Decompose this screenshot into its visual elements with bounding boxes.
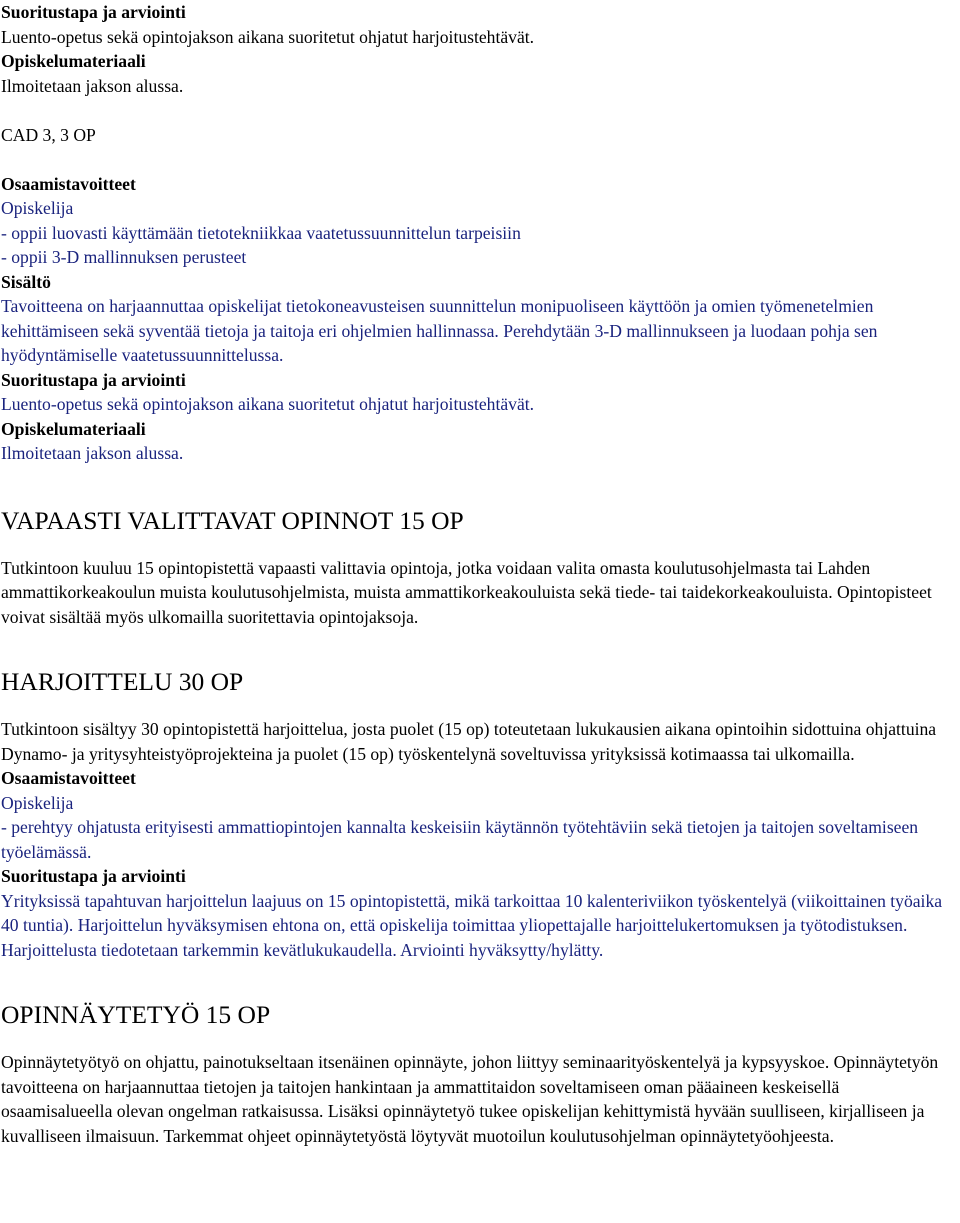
suoritustapa-text: Luento-opetus sekä opintojakson aikana suoritetut ohjatut harjoitustehtävät.	[1, 26, 535, 47]
section-title-opinnaytetyo: OPINNÄYTETYÖ 15 OP	[1, 1000, 271, 1029]
heading-osaamistavoitteet: Osaamistavoitteet	[1, 173, 136, 194]
harjoittelu-text: Tutkintoon sisältyy 30 opintopistettä harjoittelua, josta puolet (15 op) toteutetaan lukukausien aikana opintoihin sidottuina ohjattuina Dynamo- ja yritysyhteistyöprojekteina ja puolet (15 op) työskentelynä soveltuvissa yrityksissä kotimaassa tai ulkomailla.	[1, 719, 937, 764]
sisalto-text: Tavoitteena on harjaannuttaa opiskelijat tietokoneavusteisen suunnittelun monipuoliseen käyttöön ja omien työmenetelmien kehittämiseen sekä syventää tietoja ja taitoja eri ohjelmien hallinnassa. Perehdytään 3-D mallinnukseen ja luodaan pohja sen hyödyntämiselle vaatetussuunnittelussa.	[1, 296, 878, 365]
heading-opiskelumateriaali: Opiskelumateriaali	[1, 51, 146, 71]
opiskelija-label: Opiskelija	[1, 198, 74, 218]
heading-suoritustapa: Suoritustapa ja arviointi	[1, 2, 186, 22]
vapaasti-text: Tutkintoon kuuluu 15 opintopistettä vapaasti valittavia opintoja, jotka voidaan valita omasta koulutusohjelmasta tai Lahden ammattikorkeakoulun muista koulutusohjelmista, muista ammattikorkeakouluista sekä tiede- tai taidekorkeakouluista. Opintopisteet voivat sisältää myös ulkomailla suoritettavia opintojaksoja.	[1, 557, 932, 627]
course-title-cad: CAD 3, 3 OP	[1, 125, 96, 145]
opiskelumateriaali-text: Ilmoitetaan jakson alussa.	[1, 443, 184, 463]
suoritustapa-text: Yrityksissä tapahtuvan harjoittelun laajuus on 15 opintopistettä, mikä tarkoittaa 10 kalenteriviikon työskentelyä (viikoittainen työaika 40 tuntia). Harjoittelun hyväksymisen ehtona on, että opiskelija toimittaa yliopettajalle harjoittelukertomuksen ja työtodistuksen. Harjoittelusta tiedotetaan tarkemmin kevätlukukaudella. Arviointi hyväksytty/hylätty.	[1, 890, 943, 960]
opinnaytetyo-text: Opinnäytetyötyö on ohjattu, painotukseltaan itsenäinen opinnäyte, johon liittyy seminaarityöskentelyä ja kypsyyskoe. Opinnäytetyön tavoitteena on harjaannuttaa tietojen ja taitojen hankintaan ja ammattitaidon soveltamiseen oman pääaineen keskeisellä osaamisalueella olevan ongelman ratkaisussa. Lisäksi opinnäytetyö tukee opiskelijan kehittymistä hyvään suulliseen, kirjalliseen ja kuvalliseen ilmaisuun. Tarkemmat ohjeet opinnäytetyöstä löytyvät muotoilun koulutusohjelman opinnäytetyöohjeesta.	[1, 1052, 939, 1146]
section-title-vapaasti: VAPAASTI VALITTAVAT OPINNOT 15 OP	[1, 505, 464, 535]
heading-suoritustapa: Suoritustapa ja arviointi	[1, 866, 186, 886]
goal-item: - perehtyy ohjatusta erityisesti ammattiopintojen kannalta keskeisiin käytännön työtehtäviin sekä tietojen ja taitojen soveltamiseen työelämässä.	[1, 817, 919, 862]
opiskelumateriaali-text: Ilmoitetaan jakson alussa.	[1, 75, 184, 96]
heading-opiskelumateriaali: Opiskelumateriaali	[1, 418, 146, 439]
suoritustapa-text: Luento-opetus sekä opintojakson aikana suoritetut ohjatut harjoitustehtävät.	[1, 394, 535, 414]
goal-item: - oppii 3-D mallinnuksen perusteet	[1, 247, 247, 267]
heading-osaamistavoitteet: Osaamistavoitteet	[1, 768, 136, 788]
section-title-harjoittelu: HARJOITTELU 30 OP	[1, 667, 244, 696]
opiskelija-label: Opiskelija	[1, 792, 74, 813]
heading-suoritustapa: Suoritustapa ja arviointi	[1, 369, 186, 390]
goal-item: - oppii luovasti käyttämään tietotekniikkaa vaatetussuunnittelun tarpeisiin	[1, 222, 521, 243]
heading-sisalto: Sisältö	[1, 271, 51, 292]
